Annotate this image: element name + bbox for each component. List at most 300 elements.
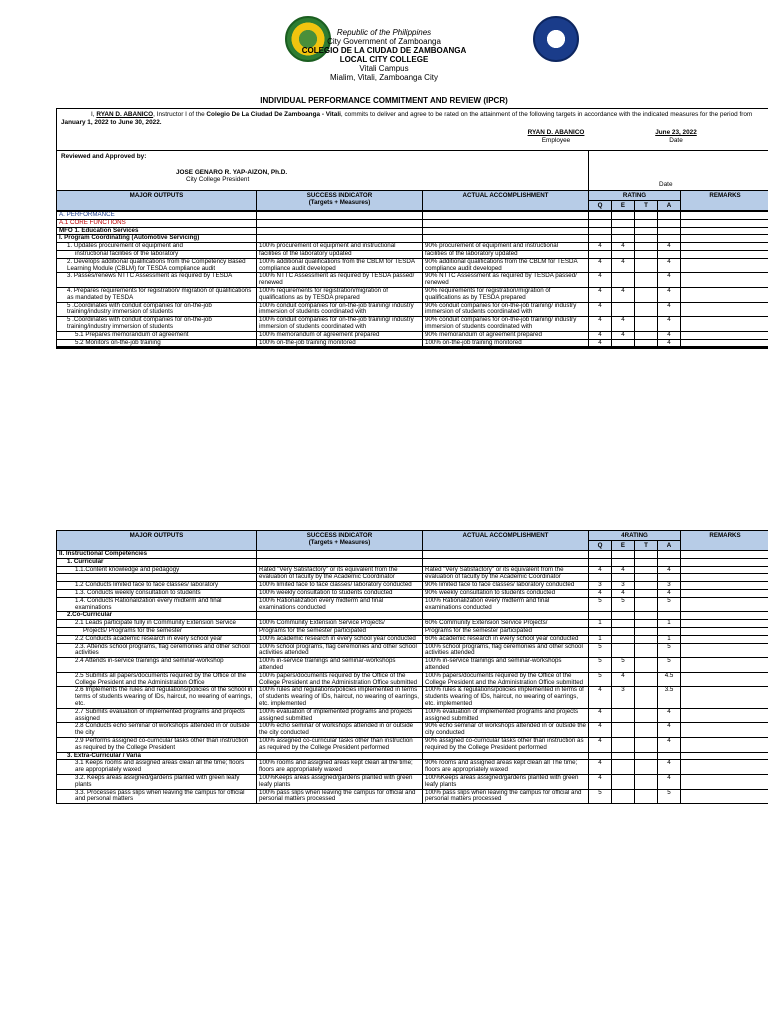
rating-t-cell (635, 752, 658, 760)
actual-accomplishment-cell: 90% rooms and assigned areas kept clean all The time; floors are appropriately waxed (423, 760, 589, 775)
rating-q-cell (589, 612, 612, 620)
col-remarks: REMARKS (681, 191, 768, 211)
major-output-cell: 1.4. Conducts Rationalization every midterm and final examinations (57, 597, 257, 612)
col-success-indicator (257, 191, 423, 211)
success-indicator-cell: 100% memorandum of agreement prepared (257, 331, 423, 339)
actual-accomplishment-cell: 100% Rationalization every midterm and final examinations conducted (423, 597, 589, 612)
rating-e-cell (612, 558, 635, 566)
success-indicator-cell: 100% procurement of equipment and instructional (257, 243, 423, 251)
table-row (57, 620, 768, 628)
success-indicator-cell: 100% evaluation of implemented programs and projects assigned submitted (257, 708, 423, 723)
rating-a-cell: 4 (658, 737, 681, 752)
rating-t-cell (635, 658, 658, 673)
table-row (57, 627, 768, 635)
actual-accomplishment-cell: 90% memorandum of agreement prepared (423, 331, 589, 339)
actual-accomplishment-cell: 100% evaluation of implemented programs and projects assigned submitted (423, 708, 589, 723)
rating-e-cell (612, 789, 635, 804)
rating-e-cell (612, 574, 635, 582)
rating-e-cell: 3 (612, 687, 635, 708)
remarks-cell (681, 760, 768, 775)
actual-accomplishment-cell: 60% Community Extension Service Projects/ (423, 620, 589, 628)
major-output-cell (57, 348, 257, 349)
success-indicator-cell (257, 558, 423, 566)
rating-q-cell: 4 (589, 287, 612, 302)
col-q-2: Q (589, 541, 612, 551)
rating-e-cell: 4 (612, 258, 635, 273)
remarks-cell (681, 235, 768, 243)
rating-a-cell (658, 250, 681, 258)
rating-a-cell: 4 (658, 339, 681, 347)
major-output-cell: 1. Updates procurement of equipment and (57, 243, 257, 251)
actual-accomplishment-cell (423, 227, 589, 235)
remarks-cell (681, 258, 768, 273)
table-row (57, 317, 768, 332)
success-indicator-cell: 100% school programs, flag ceremonies and other school activities attended (257, 643, 423, 658)
table-row (57, 339, 768, 347)
table-row (57, 250, 768, 258)
rating-e-cell: 4 (612, 243, 635, 251)
rating-q-cell: 5 (589, 789, 612, 804)
major-output-cell: Projects/ Programs for the semester (57, 627, 257, 635)
success-indicator-cell: 100% conduit companies for on-the-job training/ industry immersion of students coordinated with (257, 317, 423, 332)
approval-block (57, 151, 589, 191)
success-indicator-cell: 100%Keeps areas assigned/gardens planted with green leafy plants (257, 774, 423, 789)
table-row (57, 582, 768, 590)
major-output-cell: 2.4 Attends in-service trainings and seminar-workshop (57, 658, 257, 673)
rating-e-cell: 4 (612, 672, 635, 687)
actual-accomplishment-cell: 90% weekly consultation to students conducted (423, 589, 589, 597)
major-output-cell: 2. Develops additional qualifications from the Competency Based Learning Module (CBLM) for TESDA compliance audit (57, 258, 257, 273)
rating-t-cell (635, 789, 658, 804)
major-output-cell: 4. Prepares requirements for registration/ migration of qualifications as mandated by TESDA (57, 287, 257, 302)
major-output-cell: instructional facilities of the laboratory (57, 250, 257, 258)
major-output-cell: 2.2 Conducts academic research in every school year (57, 635, 257, 643)
table-row (57, 774, 768, 789)
actual-accomplishment-cell: 100% papers/documents required by the Office of the College President and the Administration Office submitted (423, 672, 589, 687)
rating-e-cell (612, 235, 635, 243)
actual-accomplishment-cell: 90% conduit companies for on-the-job training/ industry immersion of students coordinated with (423, 302, 589, 317)
table-row (57, 687, 768, 708)
remarks-cell (681, 273, 768, 288)
rating-a-cell: 4 (658, 287, 681, 302)
success-indicator-cell: evaluation of faculty by the Academic Coordinator (257, 574, 423, 582)
table-row (57, 243, 768, 251)
actual-accomplishment-cell: 100% in-service trainings and seminar-workshops attended (423, 658, 589, 673)
success-indicator-cell: 100% in-service trainings and seminar-workshops attended (257, 658, 423, 673)
major-output-cell: 2.8 Conducts echo seminar of workshops attended in or outside the city (57, 723, 257, 738)
major-output-cell: 1.3. Conducts weekly consultation to students (57, 589, 257, 597)
rating-a-cell: 4 (658, 774, 681, 789)
rating-t-cell (635, 597, 658, 612)
approver-position: City College President (186, 176, 250, 183)
remarks-cell (681, 635, 768, 643)
commitment-employee-name: RYAN D. ABANICO (96, 111, 154, 118)
rating-q-cell: 5 (589, 658, 612, 673)
local-city-college: LOCAL CITY COLLEGE (339, 55, 429, 64)
rating-t-cell (635, 348, 658, 349)
rating-e-cell (612, 737, 635, 752)
rating-t-cell (635, 582, 658, 590)
table-row (57, 348, 768, 349)
success-indicator-cell (257, 235, 423, 243)
rating-q-cell (589, 627, 612, 635)
rating-e-cell (612, 708, 635, 723)
major-output-cell: 2.1 Leads participate fully in Community Extension Service (57, 620, 257, 628)
major-output-cell: I. Program Coordinating (Automotive Servicing) (57, 235, 257, 243)
actual-accomplishment-cell (423, 235, 589, 243)
letterhead (0, 28, 768, 82)
rating-q-cell: 3 (589, 582, 612, 590)
rating-e-cell (612, 723, 635, 738)
table-row (57, 302, 768, 317)
col-actual-accomplishment: ACTUAL ACCOMPLISHMENT (423, 191, 589, 211)
remarks-cell (681, 348, 768, 349)
major-output-cell: 1. Curricular (57, 558, 257, 566)
rating-q-cell: 4 (589, 331, 612, 339)
rating-e-cell (612, 635, 635, 643)
ipcr-table-1 (56, 108, 768, 349)
major-output-cell: 3.3. Processes pass slips when leaving the campus for official and personal matters (57, 789, 257, 804)
success-indicator-cell: 100% additional qualifications from the CBLM for TESDA compliance audit developed (257, 258, 423, 273)
success-indicator-cell: 100% papers/documents required by the Office of the College President and the Administration Office submitted (257, 672, 423, 687)
rating-a-cell: 4 (658, 302, 681, 317)
table-row (57, 212, 768, 220)
success-indicator-cell (257, 752, 423, 760)
rating-t-cell (635, 551, 658, 559)
rating-e-cell: 4 (612, 331, 635, 339)
success-indicator-cell (257, 551, 423, 559)
table-row (57, 227, 768, 235)
table-row (57, 723, 768, 738)
actual-accomplishment-cell: Programs for the semester participated (423, 627, 589, 635)
rating-q-cell: 4 (589, 589, 612, 597)
success-indicator-cell: 100% Rationalization every midterm and final examinations conducted (257, 597, 423, 612)
major-output-cell: 2.6 Implements the rules and regulations/policies of the school in terms of students wearing of IDs, haircut, no wearing of earrings, etc. (57, 687, 257, 708)
actual-accomplishment-cell (423, 348, 589, 349)
rating-t-cell (635, 589, 658, 597)
rating-e-cell (612, 302, 635, 317)
major-output-cell (57, 574, 257, 582)
rating-q-cell (589, 250, 612, 258)
col-rating-2: 4RATING (589, 531, 681, 541)
table-row (57, 558, 768, 566)
rating-a-cell: 4 (658, 331, 681, 339)
remarks-cell (681, 317, 768, 332)
rating-a-cell: 1 (658, 620, 681, 628)
rating-e-cell: 5 (612, 658, 635, 673)
rating-a-cell: 5 (658, 658, 681, 673)
rating-q-cell: 4 (589, 317, 612, 332)
success-indicator-cell: 100% limited face to face classes/ laboratory conducted (257, 582, 423, 590)
actual-accomplishment-cell: 90% echo seminar of workshops attended in or outside the city conducted (423, 723, 589, 738)
commitment-statement (57, 109, 768, 151)
major-output-cell: 3. Passes/renews NTTC Assessment as required by TESDA (57, 273, 257, 288)
major-output-cell: 2.9 Performs assigned co-curricular tasks other than instruction as required by the College President (57, 737, 257, 752)
rating-e-cell: 5 (612, 597, 635, 612)
rating-q-cell (589, 752, 612, 760)
table-row (57, 612, 768, 620)
rating-a-cell (658, 752, 681, 760)
table-row (57, 235, 768, 243)
major-output-cell: 5.1 Prepares memorandum of agreement (57, 331, 257, 339)
rating-a-cell (658, 227, 681, 235)
rating-a-cell: 4 (658, 317, 681, 332)
rating-t-cell (635, 250, 658, 258)
remarks-cell (681, 597, 768, 612)
success-indicator-cell: 100% rooms and assigned areas kept clean all the time; floors are appropriately waxed (257, 760, 423, 775)
rating-q-cell: 5 (589, 597, 612, 612)
remarks-cell (681, 658, 768, 673)
rating-e-cell (612, 627, 635, 635)
rating-a-cell: 4 (658, 708, 681, 723)
commitment-text-1: , Instructor I of the (153, 111, 207, 118)
rating-a-cell: 4 (658, 760, 681, 775)
table-row (57, 635, 768, 643)
col-success-indicator-label: SUCCESS INDICATOR (306, 192, 373, 199)
actual-accomplishment-cell: 60% academic research in every school year conducted (423, 635, 589, 643)
actual-accomplishment-cell: 100% rules & regulations/policies implemented in terms of students wearing of IDs, haircut, no wearing of earrings, etc. implemented (423, 687, 589, 708)
success-indicator-cell (257, 227, 423, 235)
rating-e-cell (612, 620, 635, 628)
success-indicator-cell: 100% requirements for registration/migration of qualifications as by TESDA prepared (257, 287, 423, 302)
success-indicator-cell: 100% academic research in every school year conducted (257, 635, 423, 643)
remarks-cell (681, 752, 768, 760)
table-row (57, 643, 768, 658)
col-rating: RATING (589, 191, 681, 201)
major-output-cell: MFO 1. Education Services (57, 227, 257, 235)
table-row (57, 331, 768, 339)
actual-accomplishment-cell: 100% pass slips when leaving the campus for official and personal matters processed (423, 789, 589, 804)
ipcr-table-2 (56, 530, 768, 804)
rating-q-cell: 4 (589, 339, 612, 347)
remarks-cell (681, 331, 768, 339)
remarks-cell (681, 582, 768, 590)
actual-accomplishment-cell: 90% conduit companies for on-the-job training/ industry immersion of students coordinated with (423, 317, 589, 332)
major-output-cell: A. PERFORMANCE (57, 212, 257, 220)
rating-q-cell (589, 227, 612, 235)
remarks-cell (681, 612, 768, 620)
rating-t-cell (635, 760, 658, 775)
actual-accomplishment-cell: 100% on-the-job training monitored (423, 339, 589, 347)
rating-e-cell: 4 (612, 566, 635, 574)
rating-a-cell (658, 551, 681, 559)
major-output-cell: 3. Extra-Curricular / Varia (57, 752, 257, 760)
success-indicator-cell: 100% pass slips when leaving the campus for official and personal matters processed (257, 789, 423, 804)
remarks-cell (681, 672, 768, 687)
major-output-cell: 2.5 Submits all papers/documents required by the Office of the College President and the Administration Office (57, 672, 257, 687)
table-2-body (57, 551, 768, 804)
rating-t-cell (635, 687, 658, 708)
table-row (57, 273, 768, 288)
actual-accomplishment-cell: 90% assigned co-curricular tasks other than instruction as required by the College President performed (423, 737, 589, 752)
actual-accomplishment-cell (423, 219, 589, 227)
major-output-cell: 3.2. Keeps areas assigned/gardens planted with green leafy plants (57, 774, 257, 789)
remarks-cell (681, 643, 768, 658)
actual-accomplishment-cell: 90% additional qualifications from the CBLM for TESDA compliance audit developed (423, 258, 589, 273)
rating-e-cell: 3 (612, 582, 635, 590)
rating-a-cell (658, 612, 681, 620)
actual-accomplishment-cell: 90% NTTC Assessment as required by TESDA passed/ renewed (423, 273, 589, 288)
success-indicator-cell: 100% assigned co-curricular tasks other than instruction as required by the College President performed (257, 737, 423, 752)
rating-a-cell: 4.5 (658, 672, 681, 687)
rating-a-cell: 1 (658, 635, 681, 643)
rating-e-cell: 4 (612, 287, 635, 302)
success-indicator-cell: 100% rules and regulations/policies implemented in terms of students wearing of IDs, haircut, no wearing of earrings, etc. implemented (257, 687, 423, 708)
table-row (57, 258, 768, 273)
rating-e-cell (612, 551, 635, 559)
rating-q-cell (589, 574, 612, 582)
success-indicator-cell: 100% NTTC Assessment as required by TESDA passed/ renewed (257, 273, 423, 288)
remarks-cell (681, 339, 768, 347)
major-output-cell: 2.3. Attends school programs, flag ceremonies and other school activities (57, 643, 257, 658)
remarks-cell (681, 558, 768, 566)
table-row (57, 789, 768, 804)
rating-t-cell (635, 212, 658, 220)
col-q: Q (589, 201, 612, 211)
campus-address: Mialim, Vitali, Zamboanga City (330, 73, 438, 82)
rating-t-cell (635, 331, 658, 339)
rating-a-cell: 4 (658, 723, 681, 738)
actual-accomplishment-cell: 90% limited face to face classes/ laboratory conducted (423, 582, 589, 590)
rating-q-cell: 4 (589, 258, 612, 273)
remarks-cell (681, 737, 768, 752)
table-row (57, 574, 768, 582)
rating-t-cell (635, 339, 658, 347)
table-row (57, 672, 768, 687)
table-row (57, 752, 768, 760)
rating-q-cell (589, 235, 612, 243)
major-output-cell: 2.Co-Curricular (57, 612, 257, 620)
major-output-cell: II. Instructional Competencies (57, 551, 257, 559)
rating-q-cell: 4 (589, 774, 612, 789)
rating-a-cell (658, 574, 681, 582)
rating-q-cell: 4 (589, 760, 612, 775)
table-row (57, 551, 768, 559)
remarks-cell (681, 219, 768, 227)
remarks-cell (681, 302, 768, 317)
rating-e-cell: 4 (612, 589, 635, 597)
approver-name: JOSE GENARO R. YAP-AIZON, Ph.D. (176, 168, 288, 176)
city-government-line: City Government of Zamboanga (327, 37, 441, 46)
table-row (57, 287, 768, 302)
remarks-cell (681, 551, 768, 559)
col-a: A (658, 201, 681, 211)
commitment-period: January 1, 2022 to June 30, 2022. (61, 119, 162, 126)
rating-q-cell: 4 (589, 737, 612, 752)
col-success-indicator-sub: (Targets + Measures) (308, 199, 371, 206)
rating-q-cell (589, 212, 612, 220)
actual-accomplishment-cell: 90% requirements for registration/migration of qualifications as by TESDA prepared (423, 287, 589, 302)
col-e: E (612, 201, 635, 211)
approval-label: Reviewed and Approved by: (61, 153, 147, 160)
rating-a-cell (658, 219, 681, 227)
rating-t-cell (635, 273, 658, 288)
rating-t-cell (635, 558, 658, 566)
col-e-2: E (612, 541, 635, 551)
rating-a-cell (658, 212, 681, 220)
major-output-cell: 1.2 Conducts limited face to face classes/ laboratory (57, 582, 257, 590)
remarks-cell (681, 708, 768, 723)
remarks-cell (681, 620, 768, 628)
commitment-prefix: I, (91, 111, 97, 118)
success-indicator-cell: 100% on-the-job training monitored (257, 339, 423, 347)
commitment-text-2: , commits to deliver and agree to be rated on the attainment of the following targets in accordance with the indicated measures for the period from (340, 111, 753, 118)
rating-q-cell: 4 (589, 273, 612, 288)
rating-q-cell (589, 551, 612, 559)
campus-name: Vitali Campus (359, 64, 409, 73)
remarks-cell (681, 243, 768, 251)
actual-accomplishment-cell: evaluation of faculty by the Academic Coordinator (423, 574, 589, 582)
col-remarks-2: REMARKS (681, 531, 768, 551)
remarks-cell (681, 687, 768, 708)
col-t-2: T (635, 541, 658, 551)
actual-accomplishment-cell (423, 551, 589, 559)
rating-e-cell (612, 219, 635, 227)
rating-t-cell (635, 574, 658, 582)
employee-signature-name: RYAN D. ABANICO (527, 129, 585, 136)
success-indicator-cell: Rated "Very Satisfactory" or its equivalent from the (257, 566, 423, 574)
rating-t-cell (635, 737, 658, 752)
republic-line: Republic of the Philippines (336, 28, 432, 37)
rating-q-cell (589, 219, 612, 227)
rating-e-cell (612, 339, 635, 347)
rating-a-cell: 3.5 (658, 687, 681, 708)
actual-accomplishment-cell (423, 558, 589, 566)
rating-a-cell: 5 (658, 643, 681, 658)
success-indicator-cell: facilities of the laboratory updated (257, 250, 423, 258)
rating-a-cell: 3 (658, 582, 681, 590)
rating-a-cell: 4 (658, 566, 681, 574)
rating-t-cell (635, 612, 658, 620)
rating-t-cell (635, 219, 658, 227)
rating-t-cell (635, 302, 658, 317)
rating-t-cell (635, 287, 658, 302)
employee-label: Employee (541, 137, 571, 144)
remarks-cell (681, 566, 768, 574)
actual-accomplishment-cell: 90% procurement of equipment and instructional (423, 243, 589, 251)
rating-q-cell: 4 (589, 243, 612, 251)
table-row (57, 589, 768, 597)
rating-t-cell (635, 627, 658, 635)
col-actual-accomplishment-2: ACTUAL ACCOMPLISHMENT (423, 531, 589, 551)
actual-accomplishment-cell (423, 212, 589, 220)
major-output-cell: 5 .Coordinates with conduit companies for on-the-job training/industry immersion of students (57, 317, 257, 332)
document-title: INDIVIDUAL PERFORMANCE COMMITMENT AND REVIEW (IPCR) (260, 96, 508, 105)
rating-e-cell (612, 212, 635, 220)
remarks-cell (681, 723, 768, 738)
remarks-cell (681, 789, 768, 804)
col-major-outputs-2: MAJOR OUTPUTS (57, 531, 257, 551)
table-row (57, 658, 768, 673)
employee-date-label: Date (669, 137, 683, 144)
rating-t-cell (635, 566, 658, 574)
col-t: T (635, 201, 658, 211)
rating-t-cell (635, 643, 658, 658)
rating-e-cell (612, 227, 635, 235)
rating-e-cell (612, 643, 635, 658)
rating-q-cell: 4 (589, 302, 612, 317)
rating-q-cell: 1 (589, 620, 612, 628)
rating-e-cell (612, 250, 635, 258)
approval-date-label: Date (659, 181, 673, 189)
remarks-cell (681, 287, 768, 302)
employee-date-value: June 23, 2022 (655, 129, 697, 136)
rating-a-cell: 4 (658, 589, 681, 597)
rating-a-cell (658, 348, 681, 349)
rating-t-cell (635, 774, 658, 789)
rating-e-cell (612, 273, 635, 288)
major-output-cell: 3.1 Keeps rooms and assigned areas clean all the time; floors are appropriately waxed (57, 760, 257, 775)
